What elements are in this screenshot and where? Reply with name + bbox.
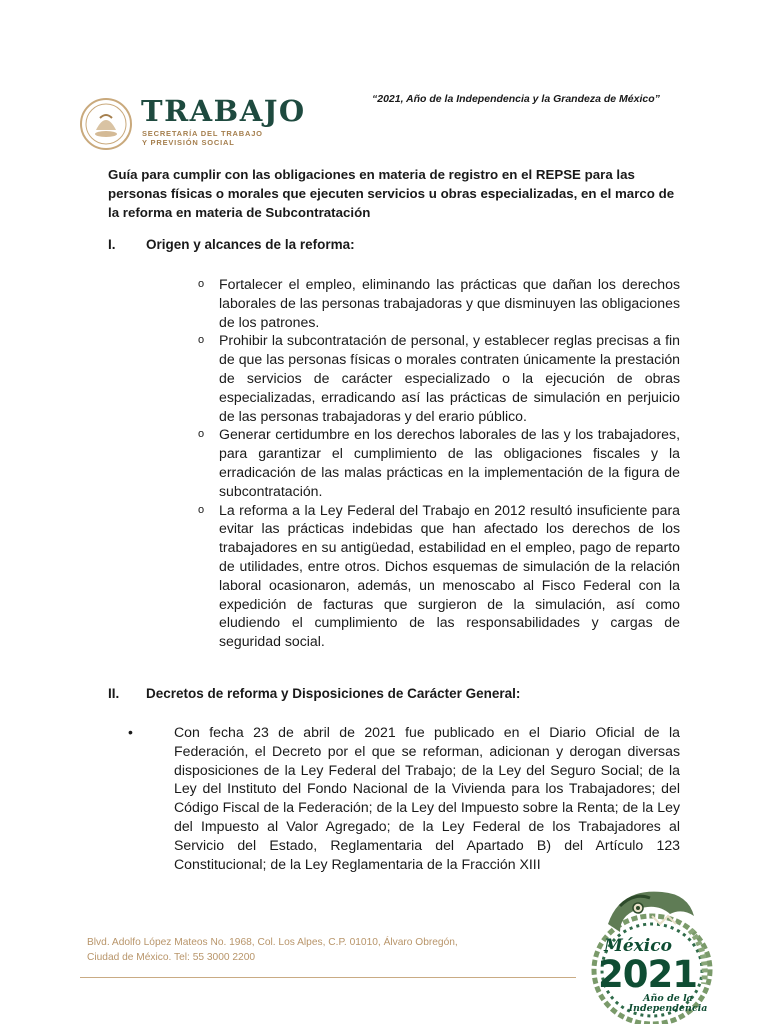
brand-name: TRABAJO bbox=[141, 94, 306, 128]
footer-address bbox=[87, 935, 527, 965]
section-1-list bbox=[198, 275, 680, 651]
section-2-title: Decretos de reforma y Disposiciones de Carácter General: bbox=[146, 686, 521, 701]
section-1-heading bbox=[108, 237, 680, 252]
list-item-text: Fortalecer el empleo, eliminando las prácticas que dañan los derechos laborales de las personas trabajadoras y que disminuyen las obligaciones de los patrones. bbox=[219, 276, 680, 330]
list-item bbox=[198, 425, 680, 500]
list-item bbox=[128, 723, 680, 873]
section-2-number: II. bbox=[108, 686, 120, 701]
emblem-tagline-line1: Año de la bbox=[643, 993, 693, 1004]
brand-subtitle bbox=[142, 129, 312, 147]
brand-subtitle-line1: SECRETARÍA DEL TRABAJO bbox=[142, 129, 263, 138]
trabajo-logo bbox=[78, 96, 318, 156]
circle-bullet-icon: o bbox=[198, 503, 205, 516]
header-motto: “2021, Año de la Independencia y la Grandeza de México” bbox=[372, 93, 660, 105]
section-1-title: Origen y alcances de la reforma: bbox=[146, 237, 355, 252]
list-item-text: Generar certidumbre en los derechos laborales de las y los trabajadores, para garantizar el cumplimiento de las obligaciones fiscales y la erradicación de las malas prácticas en la implementación de la figura de subcontratación. bbox=[219, 426, 680, 499]
national-seal-icon bbox=[78, 96, 134, 152]
circle-bullet-icon: o bbox=[198, 334, 205, 347]
mexico-2021-emblem bbox=[590, 880, 718, 1024]
circle-bullet-icon: o bbox=[198, 428, 205, 441]
list-item-text: La reforma a la Ley Federal del Trabajo en 2012 resultó insuficiente para evitar las prácticas indebidas que han afectado los derechos de los trabajadores en su antigüedad, estabilidad en el empleo, pago de reparto de utilidades, entre otros. Dichos esquemas de simulación de la relación laboral ocasionaron, además, un menoscabo al Fisco Federal con la expedición de facturas que surgieron de la simulación, así como eludiendo el cumplimiento de las responsabilidades y cargas de seguridad social. bbox=[219, 501, 680, 650]
circle-bullet-icon: o bbox=[198, 278, 205, 290]
footer-address-line1: Blvd. Adolfo López Mateos No. 1968, Col. Los Alpes, C.P. 01010, Álvaro Obregón, bbox=[87, 937, 458, 948]
brand-subtitle-line2: Y PREVISIÓN SOCIAL bbox=[142, 138, 235, 147]
document-title: Guía para cumplir con las obligaciones en materia de registro en el REPSE para las personas físicas o morales que ejecuten servicios u obras especializadas, en el marco de la reforma en materia de Subcontratación bbox=[108, 167, 675, 220]
section-1-number: I. bbox=[108, 237, 116, 252]
list-item bbox=[198, 331, 680, 425]
bullet-icon: • bbox=[128, 724, 133, 740]
footer-address-line2: Ciudad de México. Tel: 55 3000 2200 bbox=[87, 952, 256, 963]
footer-divider bbox=[80, 977, 576, 978]
section-2-heading bbox=[108, 686, 680, 701]
list-item-text: Con fecha 23 de abril de 2021 fue publicado en el Diario Oficial de la Federación, el Decreto por el que se reforman, adicionan y derogan diversas disposiciones de la Ley Federal del Trabajo; de la Ley del Seguro Social; de la Ley del Instituto del Fondo Nacional de la Vivienda para los Trabajadores; del Código Fiscal de la Federación; de la Ley del Impuesto sobre la Renta; de la Ley del Impuesto al Valor Agregado; de la Ley Federal de los Trabajadores al Servicio del Estado, Reglamentaria del Apartado B) del Artículo 123 Constitucional; de la Ley Reglamentaria de la Fracción XIII bbox=[174, 724, 680, 872]
emblem-country: México bbox=[604, 936, 672, 956]
list-item bbox=[198, 275, 680, 331]
list-item-text: Prohibir la subcontratación de personal, y establecer reglas precisas a fin de que las personas físicas o morales contraten únicamente la prestación de servicios de carácter especializado o la ejecución de obras especializadas, erradicando así las prácticas de simulación en perjuicio de las personas trabajadoras y del erario público. bbox=[219, 332, 680, 424]
emblem-tagline-line2: Independencia bbox=[628, 1003, 708, 1014]
emblem-year: 2021 bbox=[598, 953, 697, 996]
emblem-tagline bbox=[628, 994, 708, 1014]
section-2-list bbox=[128, 723, 680, 873]
list-item bbox=[198, 501, 680, 651]
